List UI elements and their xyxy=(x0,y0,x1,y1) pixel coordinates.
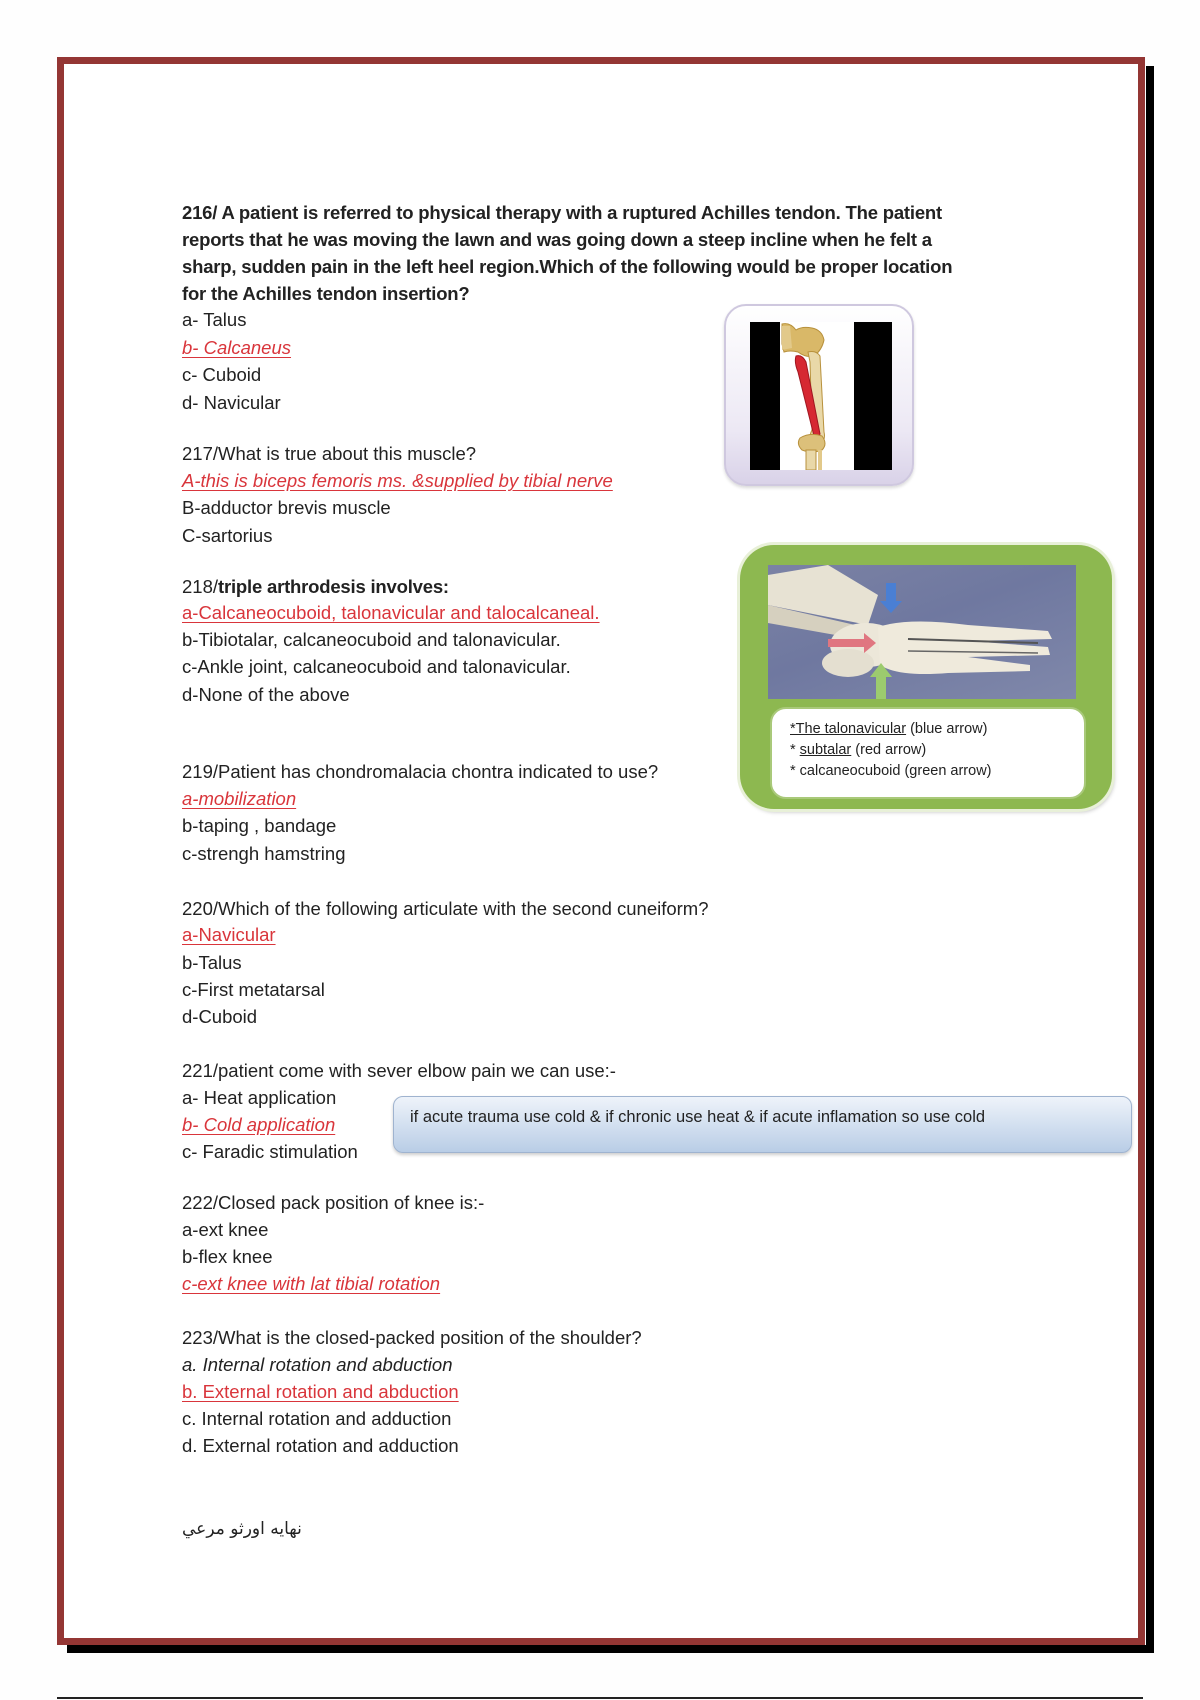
explanation-callout xyxy=(393,1096,1132,1153)
correct-option: c-ext knee with lat tibial rotation xyxy=(182,1273,441,1294)
correct-option: b- Cold application xyxy=(182,1114,336,1135)
caption-term: subtalar xyxy=(799,742,852,758)
correct-option: a-Navicular xyxy=(182,924,276,945)
caption-line-subtalar xyxy=(790,742,926,758)
caption-bullet: * xyxy=(790,763,800,779)
caption-line-calcaneocuboid xyxy=(790,763,992,779)
option: c-strengh hamstring xyxy=(182,843,346,864)
option: d- Navicular xyxy=(182,392,281,413)
thigh-muscle-illustration xyxy=(750,322,892,470)
correct-option: a-mobilization xyxy=(182,788,297,809)
option: C-sartorius xyxy=(182,525,273,546)
question-stem: 217/What is true about this muscle? xyxy=(182,443,477,464)
caption-note: (red arrow) xyxy=(851,742,927,758)
question-stem-line: reports that he was moving the lawn and was going down a steep incline when he felt a xyxy=(182,229,932,250)
option: b-Tibiotalar, calcaneocuboid and talonavicular. xyxy=(182,629,561,650)
question-stem: 222/Closed pack position of knee is:- xyxy=(182,1192,485,1213)
question-text: triple arthrodesis involves: xyxy=(218,576,449,597)
question-stem: 223/What is the closed-packed position of the shoulder? xyxy=(182,1327,642,1348)
foot-figure-caption xyxy=(770,707,1086,799)
option: c-Ankle joint, calcaneocuboid and talonavicular. xyxy=(182,656,571,677)
option: a. Internal rotation and abduction xyxy=(182,1354,453,1375)
option: d. External rotation and adduction xyxy=(182,1435,459,1456)
muscle-image-frame xyxy=(724,304,914,486)
question-stem-line: 216/ A patient is referred to physical therapy with a ruptured Achilles tendon. The patient xyxy=(182,202,942,223)
foot-figure-box xyxy=(740,545,1112,809)
callout-text: if acute trauma use cold & if chronic use heat & if acute inflamation so use cold xyxy=(410,1108,986,1126)
option: a- Talus xyxy=(182,309,247,330)
correct-option: a-Calcaneocuboid, talonavicular and talocalcaneal. xyxy=(182,602,600,623)
option: c- Cuboid xyxy=(182,364,262,385)
option: b-flex knee xyxy=(182,1246,273,1267)
correct-option: b. External rotation and abduction xyxy=(182,1381,459,1402)
caption-bullet: * xyxy=(790,742,800,758)
option: b-taping , bandage xyxy=(182,815,337,836)
question-stem: 220/Which of the following articulate with the second cuneiform? xyxy=(182,898,709,919)
option: c. Internal rotation and adduction xyxy=(182,1408,452,1429)
caption-note: (blue arrow) xyxy=(906,721,988,737)
question-stem-line: sharp, sudden pain in the left heel region.Which of the following would be proper location xyxy=(182,256,953,277)
foot-skeleton-icon xyxy=(768,565,1076,699)
question-stem xyxy=(182,576,449,598)
foot-skeleton-photo xyxy=(768,565,1076,699)
bottom-rule xyxy=(57,1697,1143,1699)
option: a- Heat application xyxy=(182,1087,337,1108)
caption-line-talonavicular xyxy=(790,721,987,737)
question-number: 218/ xyxy=(182,576,219,597)
option: d-None of the above xyxy=(182,684,350,705)
femur-muscle-icon xyxy=(750,322,892,470)
correct-option: b- Calcaneus xyxy=(182,337,292,358)
question-stem-line: for the Achilles tendon insertion? xyxy=(182,283,470,304)
option: a-ext knee xyxy=(182,1219,269,1240)
footer-arabic-note: نهايه اورثو مرعي xyxy=(182,1519,302,1539)
correct-option: A-this is biceps femoris ms. &supplied by tibial nerve xyxy=(182,470,613,491)
caption-note: calcaneocuboid (green arrow) xyxy=(799,763,992,779)
option: d-Cuboid xyxy=(182,1006,258,1027)
option: c- Faradic stimulation xyxy=(182,1141,358,1162)
option: b-Talus xyxy=(182,952,242,973)
question-stem: 221/patient come with sever elbow pain we can use:- xyxy=(182,1060,616,1081)
option: c-First metatarsal xyxy=(182,979,325,1000)
option: B-adductor brevis muscle xyxy=(182,497,391,518)
question-stem: 219/Patient has chondromalacia chontra indicated to use? xyxy=(182,761,659,782)
caption-term: *The talonavicular xyxy=(790,721,907,737)
